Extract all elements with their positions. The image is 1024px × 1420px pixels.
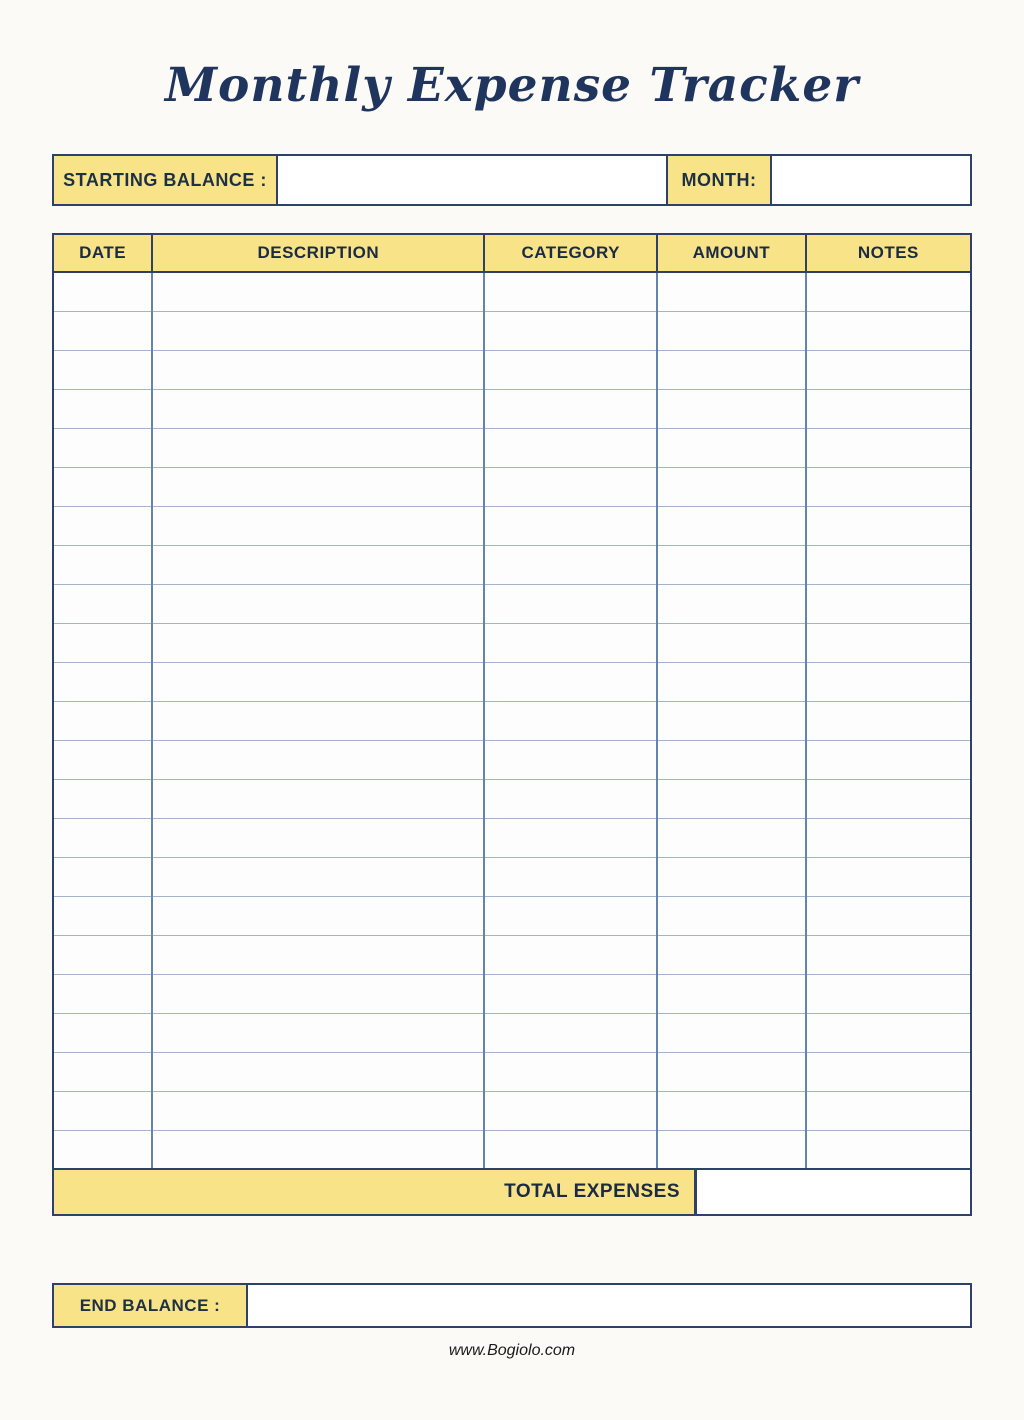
table-row: [53, 1091, 971, 1130]
table-cell-amount[interactable]: [657, 779, 806, 818]
table-cell-date[interactable]: [53, 974, 152, 1013]
table-cell-date[interactable]: [53, 467, 152, 506]
table-cell-amount[interactable]: [657, 818, 806, 857]
table-row: [53, 623, 971, 662]
column-header-amount: AMOUNT: [657, 234, 806, 272]
table-cell-notes[interactable]: [806, 467, 971, 506]
table-cell-notes[interactable]: [806, 584, 971, 623]
table-cell-notes[interactable]: [806, 506, 971, 545]
table-cell-date[interactable]: [53, 584, 152, 623]
table-cell-description[interactable]: [152, 740, 484, 779]
table-cell-amount[interactable]: [657, 350, 806, 389]
table-row: [53, 272, 971, 311]
table-cell-amount[interactable]: [657, 740, 806, 779]
table-cell-description[interactable]: [152, 623, 484, 662]
table-cell-amount[interactable]: [657, 272, 806, 311]
table-cell-date[interactable]: [53, 545, 152, 584]
table-cell-description[interactable]: [152, 428, 484, 467]
table-cell-notes[interactable]: [806, 1091, 971, 1130]
table-cell-category[interactable]: [484, 779, 657, 818]
table-cell-date[interactable]: [53, 311, 152, 350]
table-cell-category[interactable]: [484, 272, 657, 311]
table-row: [53, 350, 971, 389]
table-cell-amount[interactable]: [657, 311, 806, 350]
table-cell-date[interactable]: [53, 389, 152, 428]
table-header: [53, 234, 971, 272]
footer-url: www.Bogiolo.com: [448, 1342, 576, 1359]
table-cell-description[interactable]: [152, 1013, 484, 1052]
table-row: [53, 467, 971, 506]
table-cell-category[interactable]: [484, 974, 657, 1013]
table-row: [53, 1052, 971, 1091]
table-cell-date[interactable]: [53, 506, 152, 545]
table-cell-description[interactable]: [152, 1130, 484, 1169]
table-row: [53, 896, 971, 935]
table-row: [53, 1013, 971, 1052]
table-cell-amount[interactable]: [657, 974, 806, 1013]
table-cell-category[interactable]: [484, 818, 657, 857]
table-cell-description[interactable]: [152, 1091, 484, 1130]
table-cell-category[interactable]: [484, 701, 657, 740]
table-cell-amount[interactable]: [657, 545, 806, 584]
table-cell-date[interactable]: [53, 428, 152, 467]
table-cell-notes[interactable]: [806, 1052, 971, 1091]
table-cell-amount[interactable]: [657, 857, 806, 896]
table-row: [53, 662, 971, 701]
table-cell-category[interactable]: [484, 1091, 657, 1130]
table-cell-date[interactable]: [53, 662, 152, 701]
table-row: [53, 818, 971, 857]
table-cell-amount[interactable]: [657, 896, 806, 935]
table-row: [53, 857, 971, 896]
table-cell-notes[interactable]: [806, 350, 971, 389]
table-cell-date[interactable]: [53, 623, 152, 662]
table-cell-description[interactable]: [152, 272, 484, 311]
table-cell-date[interactable]: [53, 857, 152, 896]
table-cell-category[interactable]: [484, 467, 657, 506]
month-input[interactable]: [772, 156, 970, 204]
table-cell-notes[interactable]: [806, 623, 971, 662]
table-cell-category[interactable]: [484, 584, 657, 623]
table-cell-notes[interactable]: [806, 740, 971, 779]
table-cell-amount[interactable]: [657, 662, 806, 701]
table-row: [53, 506, 971, 545]
expense-table: [52, 233, 972, 1216]
table-row: [53, 545, 971, 584]
table-cell-category[interactable]: [484, 311, 657, 350]
table-cell-notes[interactable]: [806, 1130, 971, 1169]
table-cell-category[interactable]: [484, 506, 657, 545]
table-cell-notes[interactable]: [806, 818, 971, 857]
table-cell-description[interactable]: [152, 974, 484, 1013]
table-cell-date[interactable]: [53, 1130, 152, 1169]
end-balance-input[interactable]: [248, 1285, 970, 1326]
table-row: [53, 974, 971, 1013]
table-cell-category[interactable]: [484, 896, 657, 935]
table-cell-category[interactable]: [484, 935, 657, 974]
total-expenses-row: [52, 1168, 972, 1216]
table-cell-notes[interactable]: [806, 779, 971, 818]
table-cell-category[interactable]: [484, 857, 657, 896]
table-cell-description[interactable]: [152, 311, 484, 350]
table-cell-amount[interactable]: [657, 1013, 806, 1052]
end-balance-label: END BALANCE :: [54, 1285, 248, 1326]
total-expenses-input[interactable]: [697, 1170, 970, 1214]
table-row: [53, 311, 971, 350]
table-cell-notes[interactable]: [806, 701, 971, 740]
table-cell-amount[interactable]: [657, 1130, 806, 1169]
table-cell-date[interactable]: [53, 935, 152, 974]
end-balance-bar: [52, 1283, 972, 1328]
column-header-description: DESCRIPTION: [152, 234, 484, 272]
table-cell-category[interactable]: [484, 428, 657, 467]
table-cell-notes[interactable]: [806, 896, 971, 935]
table-cell-amount[interactable]: [657, 428, 806, 467]
table-cell-category[interactable]: [484, 545, 657, 584]
table-cell-description[interactable]: [152, 506, 484, 545]
table-cell-description[interactable]: [152, 896, 484, 935]
table-cell-description[interactable]: [152, 350, 484, 389]
table-cell-notes[interactable]: [806, 857, 971, 896]
table-cell-description[interactable]: [152, 701, 484, 740]
table-cell-description[interactable]: [152, 545, 484, 584]
table-cell-notes[interactable]: [806, 272, 971, 311]
table-cell-notes[interactable]: [806, 662, 971, 701]
page-title: Monthly Expense Tracker: [164, 58, 860, 113]
table-cell-amount[interactable]: [657, 467, 806, 506]
column-header-notes: NOTES: [806, 234, 971, 272]
table-cell-amount[interactable]: [657, 935, 806, 974]
table-cell-date[interactable]: [53, 1091, 152, 1130]
table-cell-date[interactable]: [53, 896, 152, 935]
table-row: [53, 389, 971, 428]
table-cell-description[interactable]: [152, 818, 484, 857]
table-cell-category[interactable]: [484, 662, 657, 701]
table-cell-category[interactable]: [484, 740, 657, 779]
table-cell-category[interactable]: [484, 1130, 657, 1169]
table-cell-amount[interactable]: [657, 389, 806, 428]
table-cell-category[interactable]: [484, 1013, 657, 1052]
table-cell-date[interactable]: [53, 779, 152, 818]
table-cell-amount[interactable]: [657, 1052, 806, 1091]
table-cell-notes[interactable]: [806, 311, 971, 350]
table-row: [53, 935, 971, 974]
table-cell-date[interactable]: [53, 1052, 152, 1091]
table-cell-category[interactable]: [484, 350, 657, 389]
table-cell-description[interactable]: [152, 662, 484, 701]
table-cell-description[interactable]: [152, 779, 484, 818]
column-header-category: CATEGORY: [484, 234, 657, 272]
table-cell-notes[interactable]: [806, 1013, 971, 1052]
table-cell-amount[interactable]: [657, 623, 806, 662]
table-row: [53, 740, 971, 779]
table-cell-description[interactable]: [152, 1052, 484, 1091]
table-cell-notes[interactable]: [806, 389, 971, 428]
table-cell-date[interactable]: [53, 740, 152, 779]
table-cell-date[interactable]: [53, 272, 152, 311]
table-cell-notes[interactable]: [806, 935, 971, 974]
table-cell-date[interactable]: [53, 818, 152, 857]
table-cell-date[interactable]: [53, 701, 152, 740]
column-header-date: DATE: [53, 234, 152, 272]
starting-balance-input[interactable]: [278, 156, 668, 204]
table-body: [53, 272, 971, 1169]
table-cell-date[interactable]: [53, 350, 152, 389]
table-row: [53, 701, 971, 740]
table-cell-category[interactable]: [484, 389, 657, 428]
table-cell-notes[interactable]: [806, 428, 971, 467]
table-cell-amount[interactable]: [657, 1091, 806, 1130]
starting-balance-label: STARTING BALANCE :: [54, 156, 278, 204]
table-cell-description[interactable]: [152, 467, 484, 506]
total-expenses-label: TOTAL EXPENSES: [54, 1170, 697, 1214]
table-cell-description[interactable]: [152, 935, 484, 974]
table-cell-date[interactable]: [53, 1013, 152, 1052]
table-cell-notes[interactable]: [806, 974, 971, 1013]
table-cell-amount[interactable]: [657, 701, 806, 740]
table-row: [53, 1130, 971, 1169]
table-cell-category[interactable]: [484, 623, 657, 662]
month-label: MONTH:: [668, 156, 772, 204]
table-cell-description[interactable]: [152, 584, 484, 623]
table-cell-notes[interactable]: [806, 545, 971, 584]
table-cell-amount[interactable]: [657, 506, 806, 545]
table-cell-amount[interactable]: [657, 584, 806, 623]
table-row: [53, 779, 971, 818]
table-cell-description[interactable]: [152, 389, 484, 428]
table-row: [53, 584, 971, 623]
table-cell-description[interactable]: [152, 857, 484, 896]
info-bar: [52, 154, 972, 206]
table-row: [53, 428, 971, 467]
table-cell-category[interactable]: [484, 1052, 657, 1091]
